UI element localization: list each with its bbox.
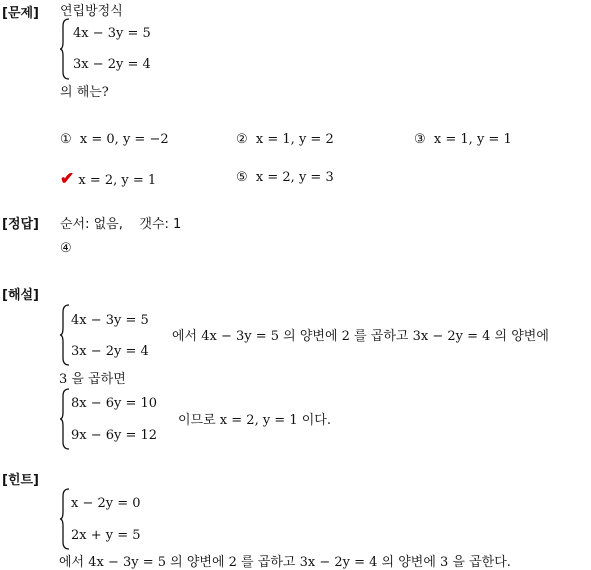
problem-brace	[60, 18, 68, 80]
choice-1-marker: ①	[60, 132, 72, 147]
hint-brace	[60, 488, 68, 550]
problem-equation-1: 4x − 3y = 5	[73, 26, 151, 41]
explanation-line-1: 에서 4x − 3y = 5 의 양변에 2 를 곱하고 3x − 2y = 4 의 양변에	[172, 329, 549, 344]
choice-4-text: x = 2, y = 1	[78, 173, 157, 188]
explanation-label: [해설]	[2, 288, 39, 303]
explanation-brace-2	[60, 388, 68, 450]
choice-1[interactable]	[60, 132, 169, 147]
choice-3-text: x = 1, y = 1	[433, 132, 512, 147]
choice-5-marker: ⑤	[236, 170, 248, 185]
choice-2-text: x = 1, y = 2	[255, 132, 334, 147]
answer-label: [정답]	[2, 217, 39, 232]
hint-equation-1: x − 2y = 0	[71, 496, 141, 511]
explanation-sys1-eq2: 3x − 2y = 4	[71, 344, 149, 359]
choice-5-text: x = 2, y = 3	[255, 170, 334, 185]
choice-5[interactable]	[236, 170, 334, 185]
choice-2[interactable]	[236, 132, 334, 147]
problem-label: [문제]	[2, 6, 39, 21]
choice-3[interactable]	[414, 132, 512, 147]
answer-marker: ④	[60, 241, 72, 256]
explanation-brace-1	[60, 304, 68, 366]
problem-title: 연립방정식	[60, 4, 123, 19]
choice-2-marker: ②	[236, 132, 248, 147]
choice-1-text: x = 0, y = −2	[79, 132, 169, 147]
hint-label: [힌트]	[2, 473, 39, 488]
hint-line: 에서 4x − 3y = 5 의 양변에 2 를 곱하고 3x − 2y = 4 의 양변에 3 을 곱한다.	[59, 555, 511, 570]
choice-4[interactable]	[60, 169, 156, 189]
problem-equation-2: 3x − 2y = 4	[73, 57, 151, 72]
explanation-line-3: 이므로 x = 2, y = 1 이다.	[178, 413, 331, 428]
problem-question: 의 해는?	[60, 85, 109, 100]
explanation-sys1-eq1: 4x − 3y = 5	[71, 313, 149, 328]
explanation-sys2-eq1: 8x − 6y = 10	[71, 396, 158, 411]
checkmark-icon: ✔	[60, 169, 75, 189]
explanation-sys2-eq2: 9x − 6y = 12	[71, 428, 158, 443]
explanation-line-2: 3 을 곱하면	[59, 372, 126, 387]
hint-equation-2: 2x + y = 5	[71, 528, 141, 543]
choice-3-marker: ③	[414, 132, 426, 147]
answer-info: 순서: 없음, 갯수: 1	[60, 217, 182, 232]
